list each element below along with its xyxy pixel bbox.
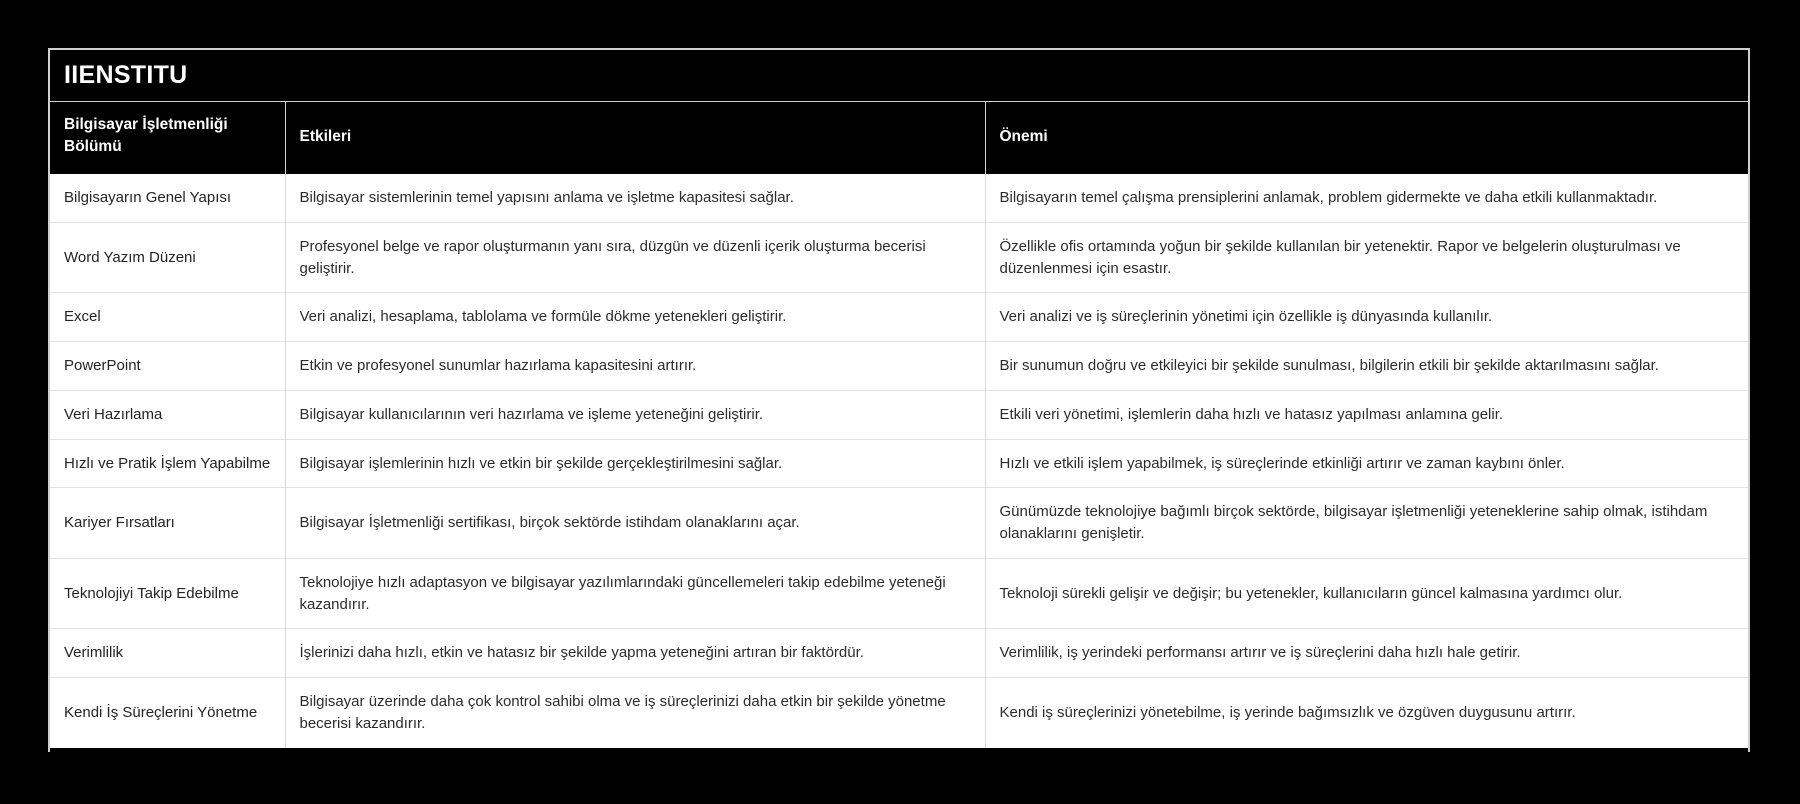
cell-effects: İşlerinizi daha hızlı, etkin ve hatasız bir şekilde yapma yeteneğini artıran bir faktördür. [285,629,985,678]
column-header-department: Bilgisayar İşletmenliği Bölümü [50,102,285,174]
comparison-table [50,102,1748,748]
cell-importance: Kendi iş süreçlerinizi yönetebilme, iş yerinde bağımsızlık ve özgüven duygusunu artırır. [985,678,1748,748]
column-header-effects: Etkileri [285,102,985,174]
info-table-card [48,48,1750,752]
brand-logo-text: IIENSTITU [64,61,188,89]
cell-effects: Bilgisayar sistemlerinin temel yapısını anlama ve işletme kapasitesi sağlar. [285,174,985,222]
cell-department: Kariyer Fırsatları [50,488,285,559]
cell-importance: Hızlı ve etkili işlem yapabilmek, iş süreçlerinde etkinliği artırır ve zaman kaybını önler. [985,439,1748,488]
table-row [50,174,1748,222]
cell-effects: Veri analizi, hesaplama, tablolama ve formüle dökme yetenekleri geliştirir. [285,293,985,342]
cell-effects: Profesyonel belge ve rapor oluşturmanın yanı sıra, düzgün ve düzenli içerik oluşturma becerisi geliştirir. [285,222,985,293]
cell-importance: Bir sunumun doğru ve etkileyici bir şekilde sunulması, bilgilerin etkili bir şekilde aktarılmasını sağlar. [985,342,1748,391]
table-row [50,222,1748,293]
cell-importance: Teknoloji sürekli gelişir ve değişir; bu yetenekler, kullanıcıların güncel kalmasına yardımcı olur. [985,558,1748,629]
table-body [50,174,1748,748]
cell-department: Word Yazım Düzeni [50,222,285,293]
cell-department: Teknolojiyi Takip Edebilme [50,558,285,629]
cell-importance: Özellikle ofis ortamında yoğun bir şekilde kullanılan bir yetenektir. Rapor ve belgelerin oluşturulması ve düzenlenmesi için esastır. [985,222,1748,293]
cell-department: Veri Hazırlama [50,390,285,439]
table-header [50,102,1748,174]
column-header-importance: Önemi [985,102,1748,174]
cell-department: Kendi İş Süreçlerini Yönetme [50,678,285,748]
cell-effects: Bilgisayar İşletmenliği sertifikası, birçok sektörde istihdam olanaklarını açar. [285,488,985,559]
cell-effects: Etkin ve profesyonel sunumlar hazırlama kapasitesini artırır. [285,342,985,391]
table-row [50,558,1748,629]
cell-importance: Bilgisayarın temel çalışma prensiplerini anlamak, problem gidermekte ve daha etkili kullanmaktadır. [985,174,1748,222]
cell-department: Hızlı ve Pratik İşlem Yapabilme [50,439,285,488]
cell-effects: Teknolojiye hızlı adaptasyon ve bilgisayar yazılımlarındaki güncellemeleri takip edebilme yeteneği kazandırır. [285,558,985,629]
cell-effects: Bilgisayar kullanıcılarının veri hazırlama ve işleme yeteneğini geliştirir. [285,390,985,439]
cell-department: Verimlilik [50,629,285,678]
cell-department: PowerPoint [50,342,285,391]
cell-department: Bilgisayarın Genel Yapısı [50,174,285,222]
table-row [50,439,1748,488]
table-row [50,678,1748,748]
table-row [50,293,1748,342]
cell-importance: Etkili veri yönetimi, işlemlerin daha hızlı ve hatasız yapılması anlamına gelir. [985,390,1748,439]
cell-importance: Verimlilik, iş yerindeki performansı artırır ve iş süreçlerini daha hızlı hale getirir. [985,629,1748,678]
cell-effects: Bilgisayar işlemlerinin hızlı ve etkin bir şekilde gerçekleştirilmesini sağlar. [285,439,985,488]
brand-bar [50,50,1748,102]
cell-importance: Günümüzde teknolojiye bağımlı birçok sektörde, bilgisayar işletmenliği yeteneklerine sahip olmak, istihdam olanaklarını genişletir. [985,488,1748,559]
table-row [50,488,1748,559]
table-row [50,629,1748,678]
cell-effects: Bilgisayar üzerinde daha çok kontrol sahibi olma ve iş süreçlerinizi daha etkin bir şekilde yönetme becerisi kazandırır. [285,678,985,748]
table-header-row [50,102,1748,174]
table-row [50,342,1748,391]
cell-department: Excel [50,293,285,342]
cell-importance: Veri analizi ve iş süreçlerinin yönetimi için özellikle iş dünyasında kullanılır. [985,293,1748,342]
table-row [50,390,1748,439]
